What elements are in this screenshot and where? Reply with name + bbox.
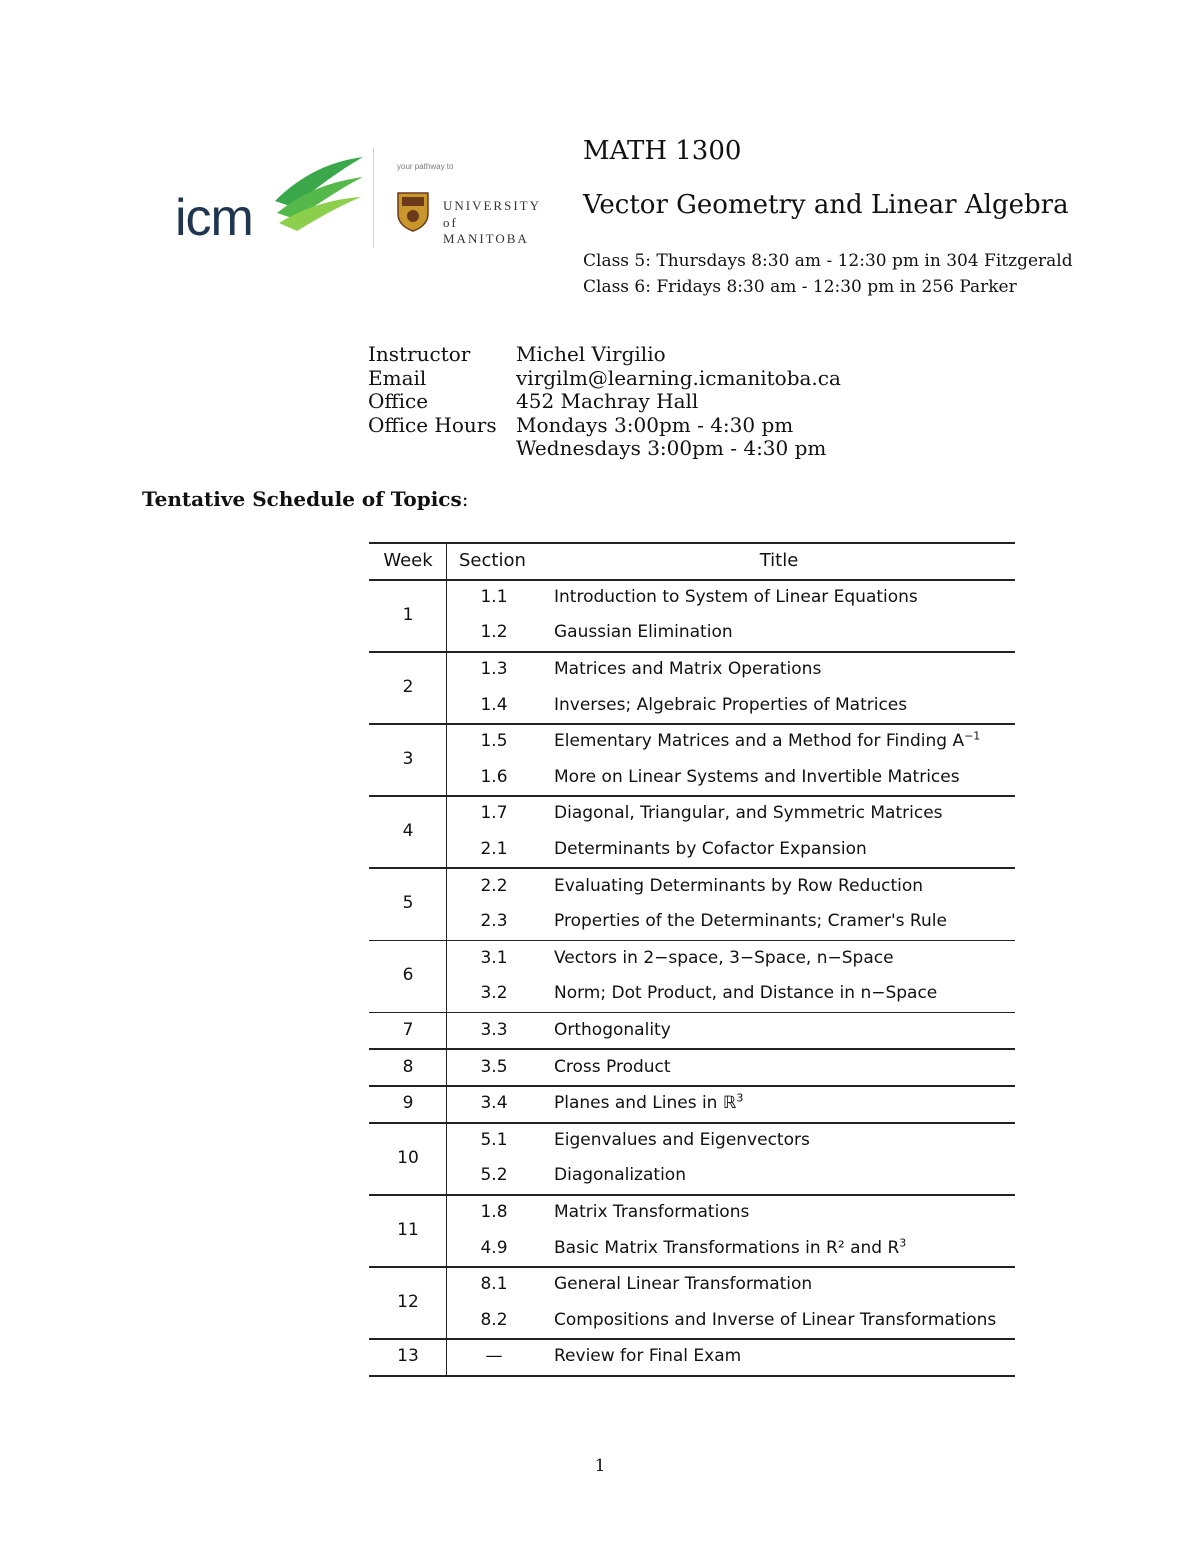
week-number: 5 bbox=[402, 893, 414, 914]
table-rule bbox=[369, 940, 1015, 942]
topic-title: Eigenvalues and Eigenvectors bbox=[554, 1130, 810, 1151]
topic-title: Determinants by Cofactor Expansion bbox=[554, 838, 867, 859]
topic-title: Diagonalization bbox=[554, 1165, 686, 1186]
table-rule bbox=[369, 723, 1015, 725]
table-rule bbox=[369, 1048, 1015, 1050]
section-number: 1.3 bbox=[480, 659, 508, 680]
office-hours-wednesday: Wednesdays 3:00pm - 4:30 pm bbox=[516, 436, 827, 460]
university-name-line2: of MANITOBA bbox=[443, 215, 529, 246]
topic-title: Orthogonality bbox=[554, 1019, 671, 1040]
swoosh-logo-icon bbox=[273, 153, 365, 239]
university-name-line1: UNIVERSITY bbox=[443, 198, 541, 213]
info-row-office-hours bbox=[368, 414, 841, 438]
table-rule bbox=[369, 1122, 1015, 1124]
section-number: 1.1 bbox=[480, 587, 508, 608]
table-rule bbox=[369, 1085, 1015, 1087]
topic-superscript: −1 bbox=[964, 729, 981, 743]
logo-divider bbox=[373, 148, 374, 248]
topic-title: Compositions and Inverse of Linear Transformations bbox=[554, 1309, 997, 1330]
section-number: 5.1 bbox=[480, 1130, 508, 1151]
info-label: Office bbox=[368, 389, 429, 413]
week-number: 1 bbox=[402, 604, 414, 625]
section-number: 3.1 bbox=[480, 947, 508, 968]
topic-title: Norm; Dot Product, and Distance in n−Space bbox=[554, 982, 938, 1003]
topic-title: Properties of the Determinants; Cramer's Rule bbox=[554, 910, 947, 931]
column-header-title: Title bbox=[759, 549, 799, 571]
table-rule bbox=[369, 1194, 1015, 1196]
schedule-heading-colon: : bbox=[461, 487, 469, 511]
section-number: 3.5 bbox=[480, 1056, 508, 1077]
week-number: 7 bbox=[402, 1019, 414, 1040]
week-number: 6 bbox=[402, 965, 414, 986]
topic-title: Inverses; Algebraic Properties of Matrices bbox=[554, 694, 908, 715]
course-title: Vector Geometry and Linear Algebra bbox=[583, 190, 1069, 220]
table-rule bbox=[369, 867, 1015, 869]
info-row-instructor bbox=[368, 343, 841, 367]
table-rule bbox=[369, 1338, 1015, 1340]
week-number: 2 bbox=[402, 676, 414, 697]
course-code: MATH 1300 bbox=[583, 136, 742, 166]
week-number: 9 bbox=[402, 1093, 414, 1114]
office-location: 452 Machray Hall bbox=[516, 389, 699, 413]
week-number: 11 bbox=[397, 1219, 419, 1240]
topic-title: Evaluating Determinants by Row Reduction bbox=[554, 875, 924, 896]
topic-title: Matrix Transformations bbox=[554, 1202, 750, 1223]
table-rule bbox=[369, 579, 1015, 581]
week-number: 3 bbox=[402, 749, 414, 769]
topic-title: Introduction to System of Linear Equations bbox=[554, 587, 918, 608]
column-header-section: Section bbox=[459, 549, 526, 571]
section-number: — bbox=[485, 1346, 503, 1367]
pathway-text: your pathway to bbox=[397, 162, 454, 171]
section-number: 2.3 bbox=[480, 910, 508, 931]
section-number: 1.5 bbox=[480, 731, 508, 752]
section-number: 5.2 bbox=[480, 1165, 508, 1186]
section-number: 8.2 bbox=[480, 1309, 508, 1330]
topic-title: General Linear Transformation bbox=[554, 1274, 813, 1295]
week-number: 12 bbox=[397, 1292, 419, 1312]
table-rule bbox=[369, 795, 1015, 797]
info-label: Instructor bbox=[368, 342, 471, 366]
column-header-week: Week bbox=[383, 549, 433, 571]
table-rule bbox=[369, 1375, 1015, 1377]
topic-title: Elementary Matrices and a Method for Finding $A^{-1}$ bbox=[554, 729, 981, 752]
topic-title: More on Linear Systems and Invertible Matrices bbox=[554, 766, 960, 787]
info-label bbox=[368, 437, 516, 461]
university-shield-icon bbox=[397, 192, 429, 232]
instructor-name: Michel Virgilio bbox=[516, 342, 666, 366]
table-rule bbox=[369, 1266, 1015, 1268]
topic-superscript: 3 bbox=[899, 1235, 907, 1249]
class5-schedule: Class 5: Thursdays 8:30 am - 12:30 pm in 304 Fitzgerald bbox=[583, 251, 1073, 271]
section-number: 2.2 bbox=[480, 875, 508, 896]
week-number: 13 bbox=[397, 1346, 419, 1367]
table-rule bbox=[369, 651, 1015, 653]
section-number: 2.1 bbox=[480, 838, 508, 859]
info-row-office bbox=[368, 390, 841, 414]
schedule-heading-text: Tentative Schedule of Topics bbox=[142, 487, 462, 511]
institution-logo bbox=[165, 148, 545, 253]
info-row-office-hours-2 bbox=[368, 437, 841, 461]
week-number: 8 bbox=[402, 1056, 414, 1077]
instructor-email: virgilm@learning.icmanitoba.ca bbox=[516, 365, 841, 390]
topic-superscript: 3 bbox=[736, 1091, 744, 1105]
week-number: 4 bbox=[402, 821, 414, 842]
office-hours-monday: Mondays 3:00pm - 4:30 pm bbox=[516, 412, 794, 437]
topic-title: Cross Product bbox=[554, 1056, 671, 1077]
section-number: 8.1 bbox=[480, 1274, 508, 1295]
section-number: 4.9 bbox=[480, 1237, 508, 1258]
section-number: 3.2 bbox=[480, 982, 508, 1003]
topic-title: Matrices and Matrix Operations bbox=[554, 659, 822, 680]
section-number: 1.2 bbox=[480, 622, 508, 643]
instructor-info bbox=[368, 343, 841, 461]
topic-title: Diagonal, Triangular, and Symmetric Matrices bbox=[554, 803, 943, 824]
info-label: Email bbox=[368, 365, 427, 390]
topic-title: Gaussian Elimination bbox=[554, 622, 733, 643]
info-row-email bbox=[368, 367, 841, 391]
topic-title: Vectors in 2−space, 3−Space, n−Space bbox=[554, 947, 894, 968]
class6-schedule: Class 6: Fridays 8:30 am - 12:30 pm in 256 Parker bbox=[583, 277, 1017, 297]
section-number: 1.4 bbox=[480, 694, 508, 715]
section-number: 1.6 bbox=[480, 766, 508, 787]
page-number: 1 bbox=[594, 1456, 606, 1476]
topic-title: Planes and Lines in ℝ$^3$ bbox=[554, 1091, 744, 1114]
section-number: 3.3 bbox=[480, 1019, 508, 1040]
info-label: Office Hours bbox=[368, 412, 497, 437]
schedule-heading bbox=[142, 487, 469, 511]
icm-logo-text: icm bbox=[175, 189, 253, 247]
topic-title: Basic Matrix Transformations in R² and $R^3$ bbox=[554, 1235, 907, 1258]
week-number: 10 bbox=[397, 1147, 419, 1168]
section-number: 1.7 bbox=[480, 803, 508, 824]
topic-title: Review for Final Exam bbox=[554, 1346, 742, 1367]
column-separator bbox=[446, 542, 447, 1375]
section-number: 3.4 bbox=[480, 1093, 508, 1114]
table-rule bbox=[369, 542, 1015, 544]
section-number: 1.8 bbox=[480, 1202, 508, 1223]
table-rule bbox=[369, 1012, 1015, 1014]
